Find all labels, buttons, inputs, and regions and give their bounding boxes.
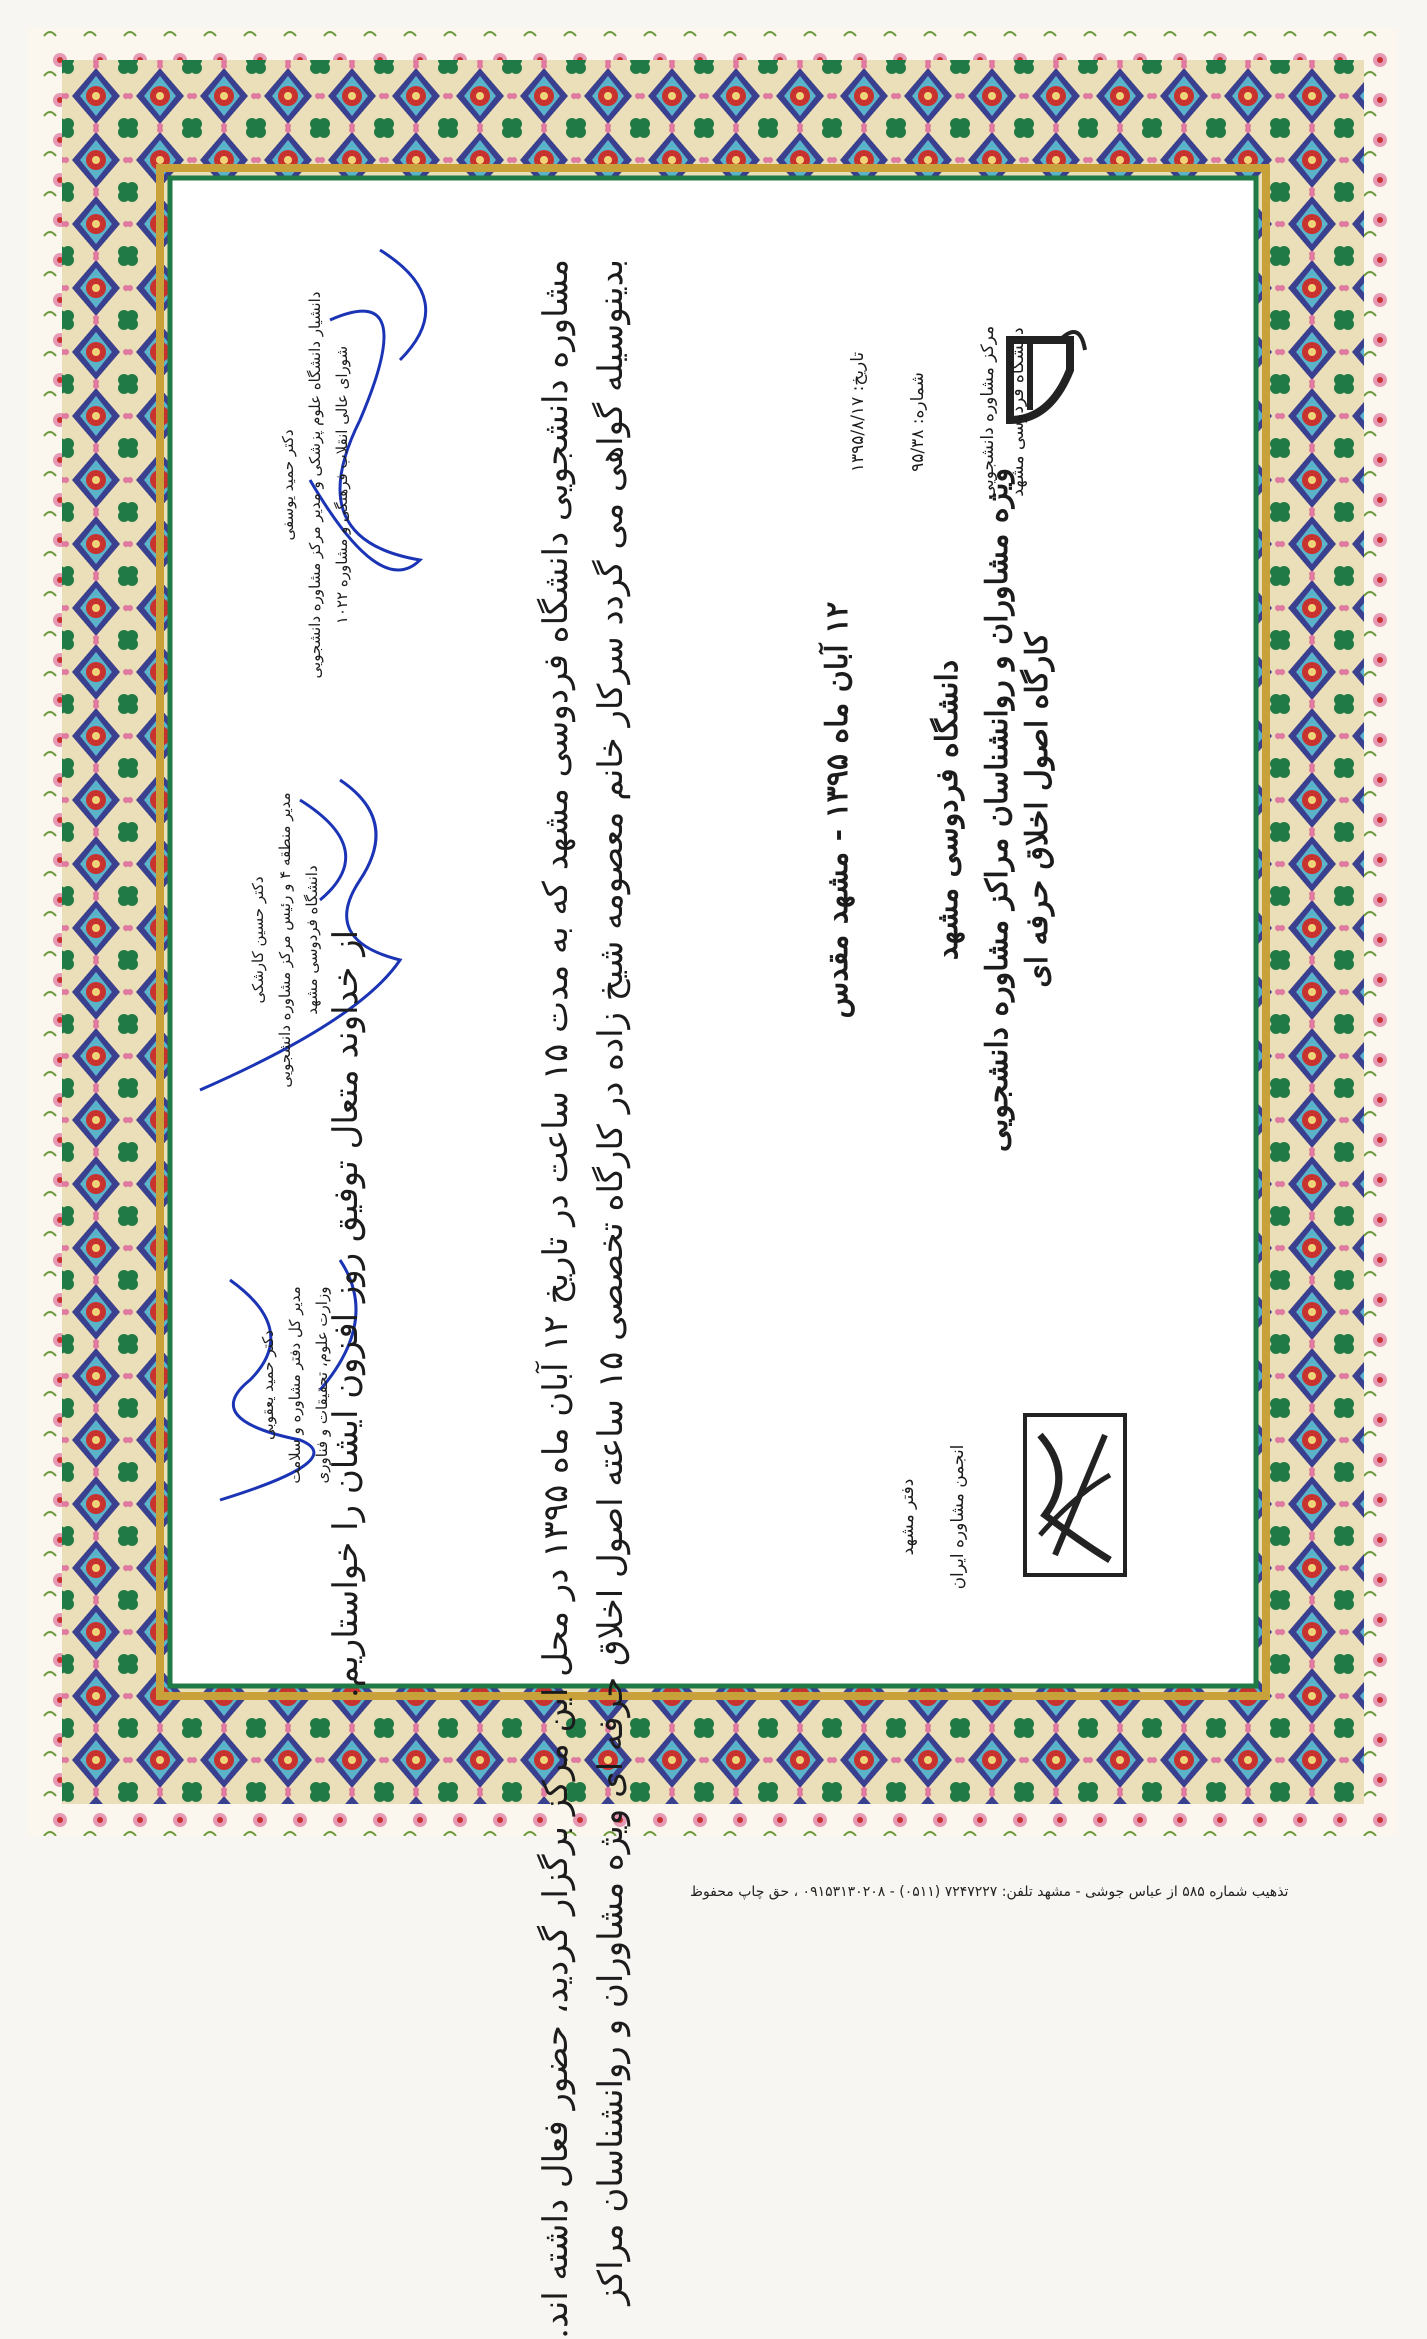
signature-2-role: مدیر منطقه ۴ و رئیس مرکز مشاوره دانشجویی [276,792,294,1088]
association-branch: دفتر مشهد [898,1478,918,1556]
association-logo [1025,1415,1125,1575]
event-date: ۱۲ آبان ماه ۱۳۹۵ - مشهد مقدس [820,601,855,1019]
signature-3-block [255,1195,345,1575]
signature-1-role2: شورای عالی انقلاب فرهنگی و مشاوره ۱۰۲۲ [333,345,351,625]
signature-1-name: دکتر حمید یوسفی [279,429,297,541]
association-name: انجمن مشاوره ایران [948,1444,968,1590]
signature-3-role2: وزارت علوم، تحقیقات و فناوری [313,1286,331,1484]
signature-2-name: دکتر حسین کارشکی [249,876,267,1004]
certificate-subtitle: ویژه مشاوران و روانشناسان مراکز مشاوره دانشجویی [980,468,1015,1152]
body-line-3: از خداوند متعال توفیق روز افزون ایشان را خواستاریم. [326,929,366,1699]
issuer-header-center: مرکز مشاوره دانشجویی [978,325,998,499]
body-line-2: مشاوره دانشجویی دانشگاه فردوسی مشهد که به مدت ۱۵ ساعت در تاریخ ۱۲ آبان ماه ۱۳۹۵ در محل این مرکز برگزار گردید، حضور فعال داشته اند. [536,259,576,2339]
letter-number: شماره: ۹۵/۳۸ [908,372,928,472]
signature-3-name: دکتر حمید یعقوبی [259,1330,277,1440]
body-line-1: بدینوسیله گواهی می گردد سرکار خانم معصومه شیخ زاده در کارگاه تخصصی ۱۵ ساعته اصول اخلاق حرفه ای ویژه مشاوران و روانشناسان مراکز [591,259,631,2305]
signature-2-role2: دانشگاه فردوسی مشهد [303,865,321,1015]
signature-3-role: مدیر کل دفتر مشاوره و سلامت [286,1286,304,1484]
signature-2-block [245,730,335,1150]
signature-1-role: دانشیار دانشگاه علوم پزشکی و مدیر مرکز مشاوره دانشجویی [306,291,324,679]
signature-1-block [275,255,365,715]
printer-credit: تذهیب شماره ۵۸۵ از عباس جوشی - مشهد تلفن: ۷۲۴۷۲۲۷ (۰۵۱۱) - ۰۹۱۵۳۱۳۰۲۰۸ ، حق چاپ محفوظ [690,1884,1289,1900]
certificate-title: کارگاه اصول اخلاق حرفه ای [1020,632,1055,988]
letter-date: تاریخ: ۱۳۹۵/۸/۱۷ [848,351,868,473]
university-name: دانشگاه فردوسی مشهد [930,659,965,961]
issuer-header-university: دانشگاه فردوسی مشهد [1008,327,1028,497]
